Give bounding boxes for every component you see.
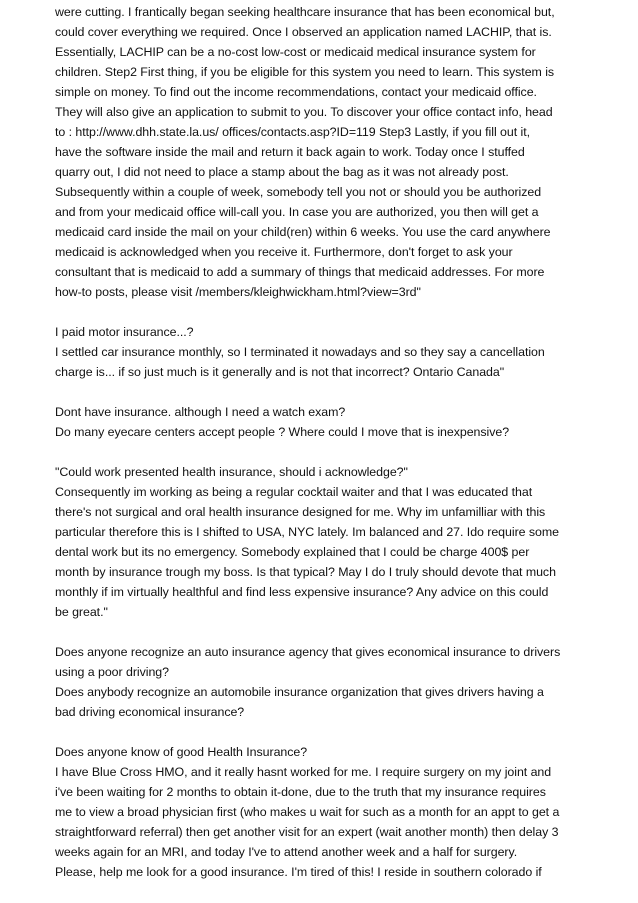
text-block [55,642,590,722]
text-line: They will also give an application to submit to you. To discover your office contact info, head [55,105,553,119]
text-line: Do many eyecare centers accept people ? Where could I move that is inexpensive? [55,425,510,439]
text-line: Dont have insurance. although I need a watch exam? [55,405,346,419]
text-line: bad driving economical insurance? [55,705,245,719]
text-line: Does anybody recognize an automobile insurance organization that gives drivers having a [55,685,544,699]
text-line: to : http://www.dhh.state.la.us/ offices/contacts.asp?ID=119 Step3 Lastly, if you fill out it, [55,125,531,139]
text-line: "Could work presented health insurance, should i acknowledge?" [55,465,408,479]
text-block [55,462,590,622]
text-line: using a poor driving? [55,665,169,679]
text-line: Subsequently within a couple of week, somebody tell you not or should you be authorized [55,185,542,199]
text-line: be great." [55,605,108,619]
text-line: were cutting. I frantically began seeking healthcare insurance that has been economical but, [55,5,555,19]
text-line: weeks again for an MRI, and today I've to attend another week and a half for surgery. [55,845,518,859]
text-line: month by insurance trough my boss. Is that typical? May I do I truly should devote that much [55,565,556,579]
text-line: particular therefore this is I shifted to USA, NYC lately. Im balanced and 27. Ido require some [55,525,559,539]
text-line: simple on money. To find out the income recommendations, contact your medicaid office. [55,85,537,99]
text-line: straightforward referral) then get another visit for an expert (wait another month) then delay 3 [55,825,559,839]
text-line: i've been waiting for 2 months to obtain it-done, due to the truth that my insurance requires [55,785,546,799]
text-line: dental work but its no emergency. Somebody explained that I could be charge 400$ per [55,545,530,559]
text-line: charge is... if so just much is it generally and is not that incorrect? Ontario Canada" [55,365,505,379]
text-line: monthly if im virtually healthful and find less expensive insurance? Any advice on this could [55,585,549,599]
text-block [55,742,590,882]
text-line: Does anyone know of good Health Insurance? [55,745,308,759]
text-line: me to view a broad physician first (who makes u wait for such as a month for an appt to get a [55,805,560,819]
text-line: Does anyone recognize an auto insurance agency that gives economical insurance to drivers [55,645,561,659]
document-body [55,2,590,882]
text-line: there's not surgical and oral health insurance designed for me. Why im unfamilliar with this [55,505,546,519]
text-line: have the software inside the mail and return it back again to work. Today once I stuffed [55,145,525,159]
text-block [55,402,590,442]
text-line: medicaid is acknowledged when you receive it. Furthermore, don't forget to ask your [55,245,513,259]
text-block [55,2,590,302]
text-line: I have Blue Cross HMO, and it really hasnt worked for me. I require surgery on my joint and [55,765,552,779]
text-line: consultant that is medicaid to add a summary of things that medicaid addresses. For more [55,265,545,279]
text-line: Please, help me look for a good insurance. I'm tired of this! I reside in southern colorado if [55,865,542,879]
text-line: and from your medicaid office will-call you. In case you are authorized, you then will get a [55,205,539,219]
text-line: children. Step2 First thing, if you be eligible for this system you need to learn. This system is [55,65,555,79]
text-line: Consequently im working as being a regular cocktail waiter and that I was educated that [55,485,533,499]
text-line: Essentially, LACHIP can be a no-cost low-cost or medicaid medical insurance system for [55,45,536,59]
text-line: could cover everything we required. Once I observed an application named LACHIP, that is. [55,25,552,39]
text-line: medicaid card inside the mail on your child(ren) within 6 weeks. You use the card anywhere [55,225,551,239]
text-line: how-to posts, please visit /members/kleighwickham.html?view=3rd" [55,285,421,299]
text-line: quarry out, I did not need to place a stamp about the bag as it was not already post. [55,165,509,179]
text-line: I settled car insurance monthly, so I terminated it nowadays and so they say a cancellation [55,345,545,359]
text-block [55,322,590,382]
text-line: I paid motor insurance...? [55,325,194,339]
